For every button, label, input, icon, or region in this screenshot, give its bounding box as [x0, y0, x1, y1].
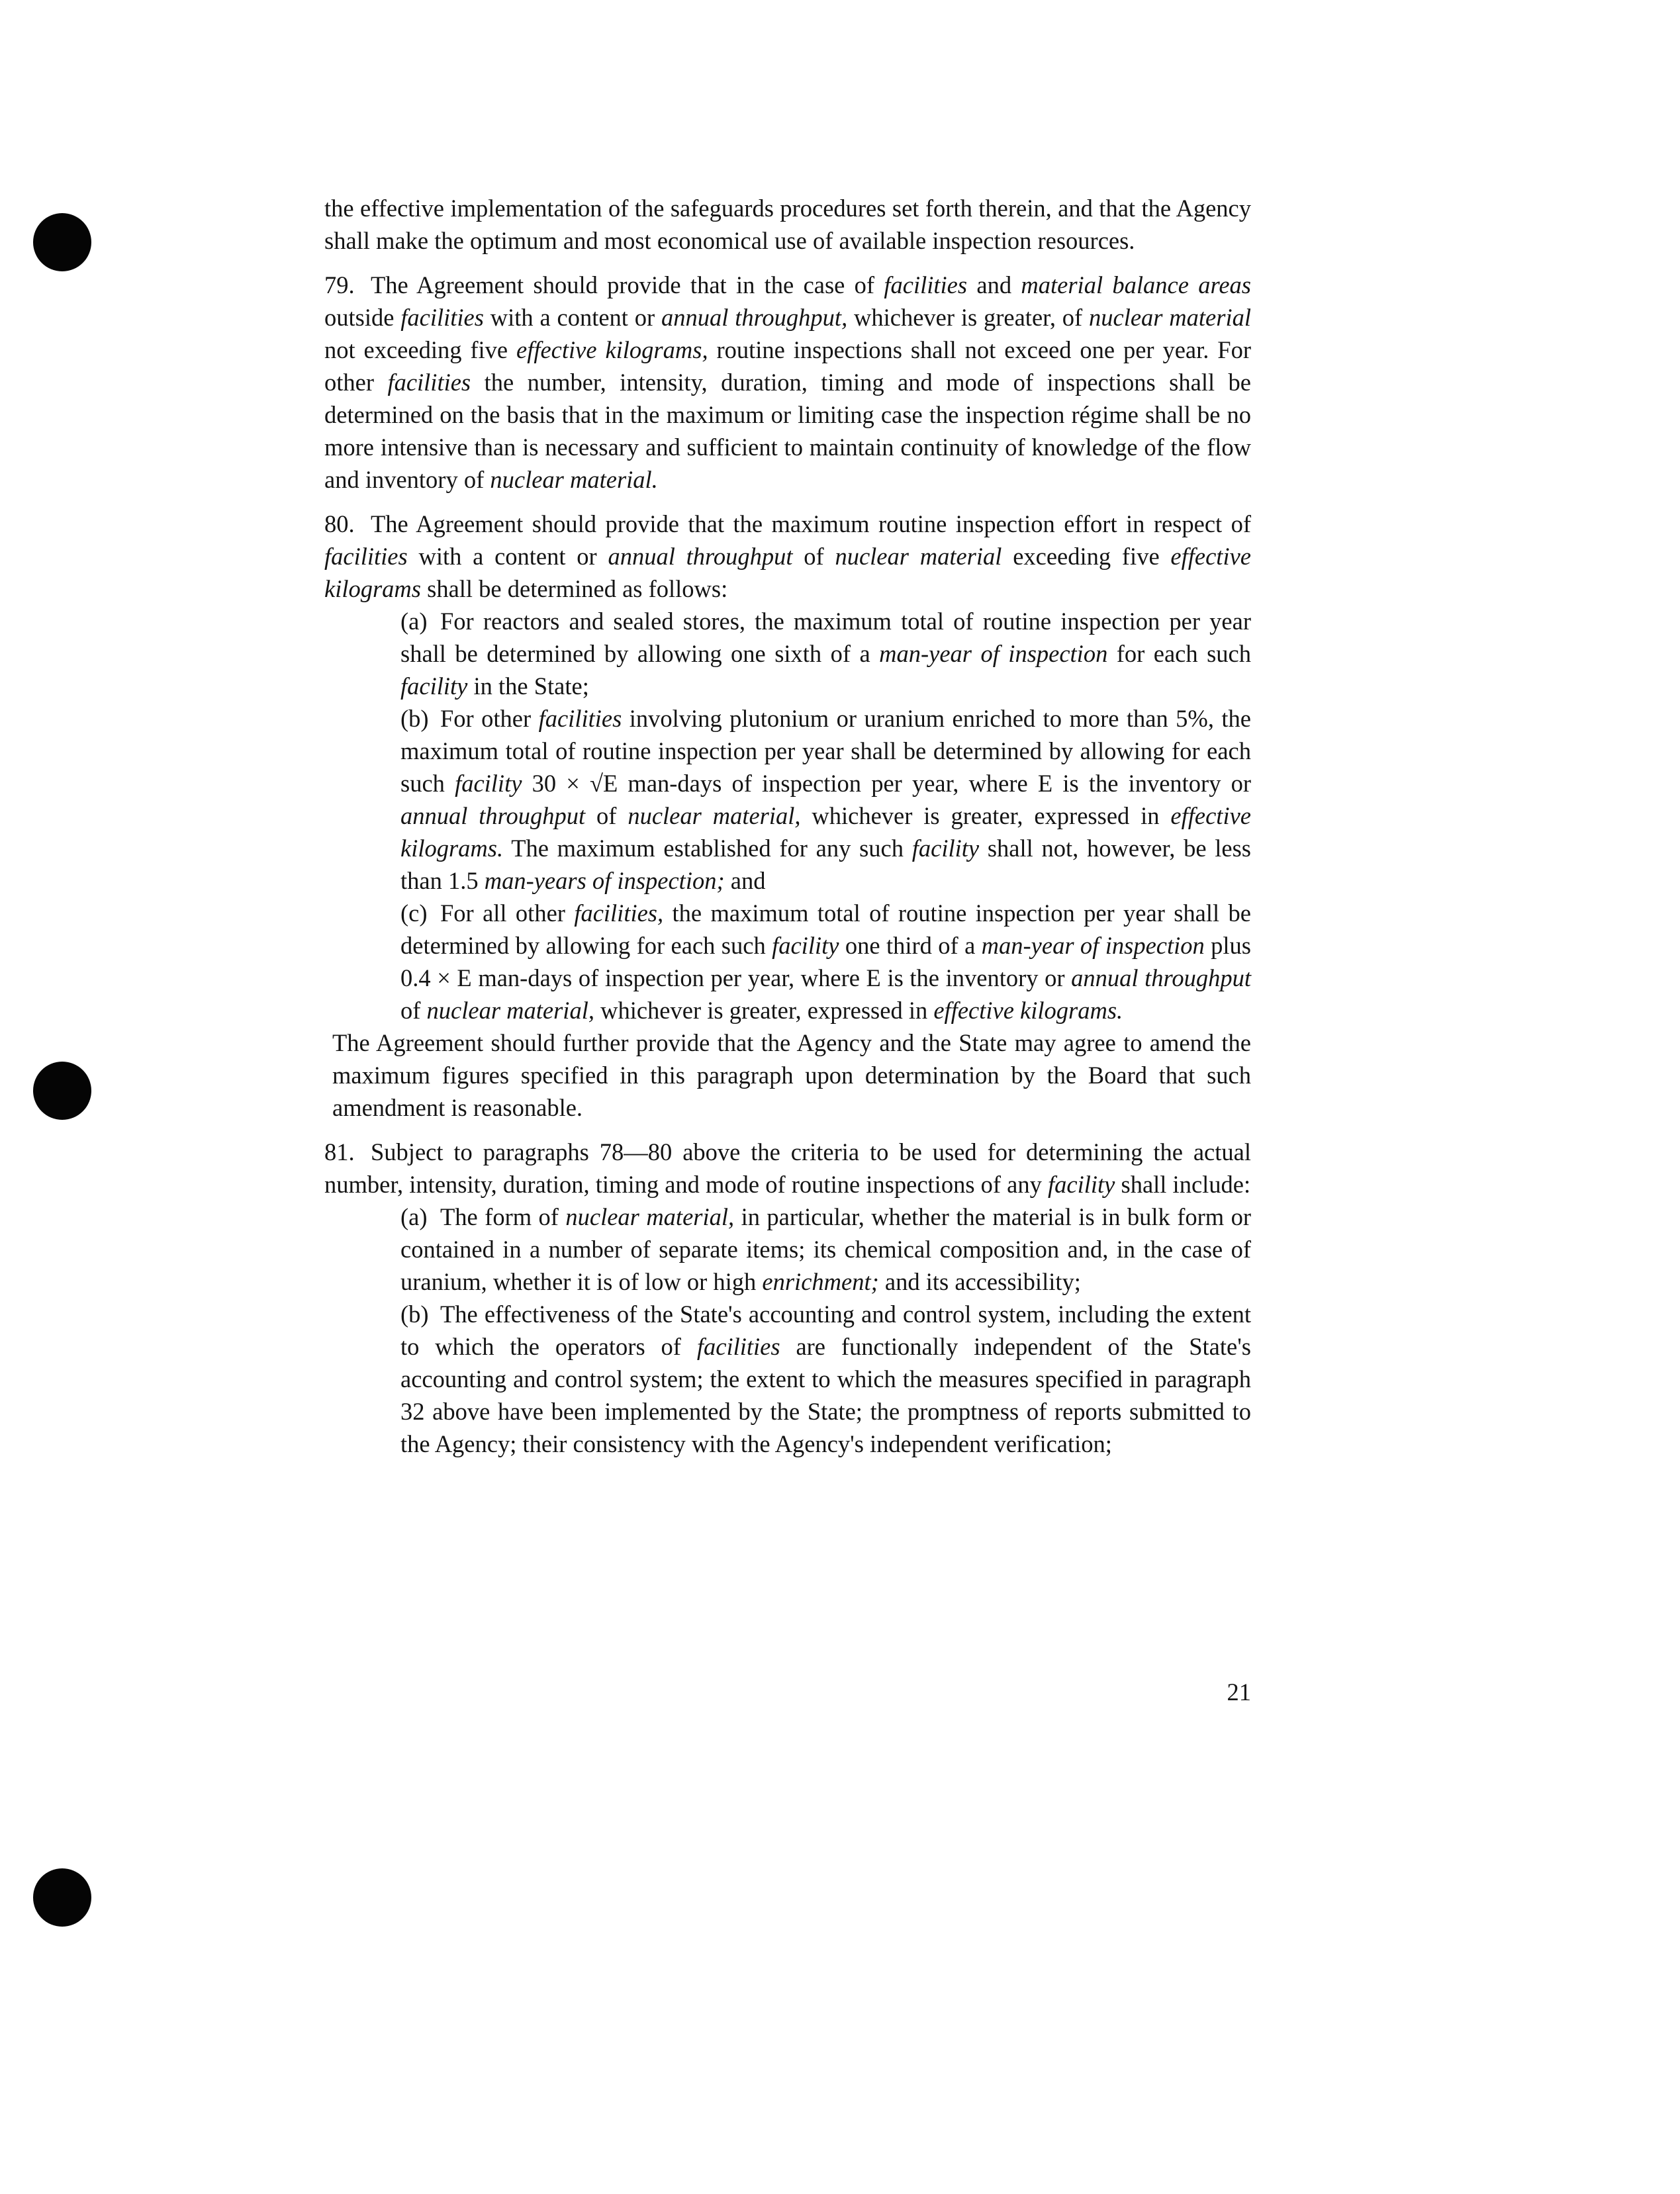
continuation-paragraph: the effective implementation of the safeguards procedures set forth therein, and that the Agency shall make the optimum and most economical use of available inspection resources. [324, 195, 1251, 254]
paragraph-81-item-a: (a) The form of nuclear material, in particular, whether the material is in bulk form or contained in a number of separate items; its chemical composition and, in the case of uranium, whether it is of low or high enrichment; and its accessibility; [400, 1201, 1251, 1298]
item-label: (c) [400, 899, 428, 927]
punch-hole [33, 213, 91, 271]
paragraph-80-item-a: (a) For reactors and sealed stores, the maximum total of routine inspection per year shall be determined by allowing one sixth of a man-year of inspection for each such facility in the State; [400, 605, 1251, 702]
paragraph-80-item-b: (b) For other facilities involving plutonium or uranium enriched to more than 5%, the maximum total of routine inspection per year shall be determined by allowing for each such facility 30 × √E man-days of inspection per year, where E is the inventory or annual throughput of nuclear material, whichever is greater, expressed in effective kilograms. The maximum established for any such facility shall not, however, be less than 1.5 man-years of inspection; and [400, 702, 1251, 897]
paragraph-81: 81. Subject to paragraphs 78—80 above the criteria to be used for determining the actual number, intensity, duration, timing and mode of routine inspections of any facility shall include: [324, 1136, 1251, 1201]
paragraph-81-item-b: (b) The effectiveness of the State's accounting and control system, including the extent to which the operators of facilities are functionally independent of the State's accounting and control system; the extent to which the measures specified in paragraph 32 above have been implemented by the State; the promptness of reports submitted to the Agency; their consistency with the Agency's independent verification; [400, 1298, 1251, 1460]
item-label: (a) [400, 608, 428, 635]
paragraph-80-closing: The Agreement should further provide that the Agency and the State may agree to amend the maximum figures specified in this paragraph upon determination by the Board that such amendment is reasonable. [332, 1029, 1251, 1121]
document-body [324, 192, 1251, 1460]
paragraph-79: 79. The Agreement should provide that in the case of facilities and material balance areas outside facilities with a content or annual throughput, whichever is greater, of nuclear material not exceeding five effective kilograms, routine inspections shall not exceed one per year. For other facilities the number, intensity, duration, timing and mode of inspections shall be determined on the basis that in the maximum or limiting case the inspection régime shall be no more intensive than is necessary and sufficient to maintain continuity of knowledge of the flow and inventory of nuclear material. [324, 269, 1251, 496]
punch-hole [33, 1868, 91, 1927]
punch-hole [33, 1062, 91, 1120]
item-label: (b) [400, 1301, 429, 1328]
item-label: (b) [400, 705, 429, 732]
paragraph-80-item-c: (c) For all other facilities, the maximum total of routine inspection per year shall be determined by allowing for each such facility one third of a man-year of inspection plus 0.4 × E man-days of inspection per year, where E is the inventory or annual throughput of nuclear material, whichever is greater, expressed in effective kilograms. [400, 897, 1251, 1027]
paragraph-number: 81. [324, 1138, 355, 1166]
paragraph-80: 80. The Agreement should provide that the maximum routine inspection effort in respect of facilities with a content or annual throughput of nuclear material exceeding five effective kilograms shall be determined as follows: [324, 508, 1251, 605]
page-number: 21 [1227, 1678, 1251, 1706]
paragraph-number: 80. [324, 510, 355, 537]
paragraph-number: 79. [324, 271, 355, 298]
item-label: (a) [400, 1203, 428, 1230]
